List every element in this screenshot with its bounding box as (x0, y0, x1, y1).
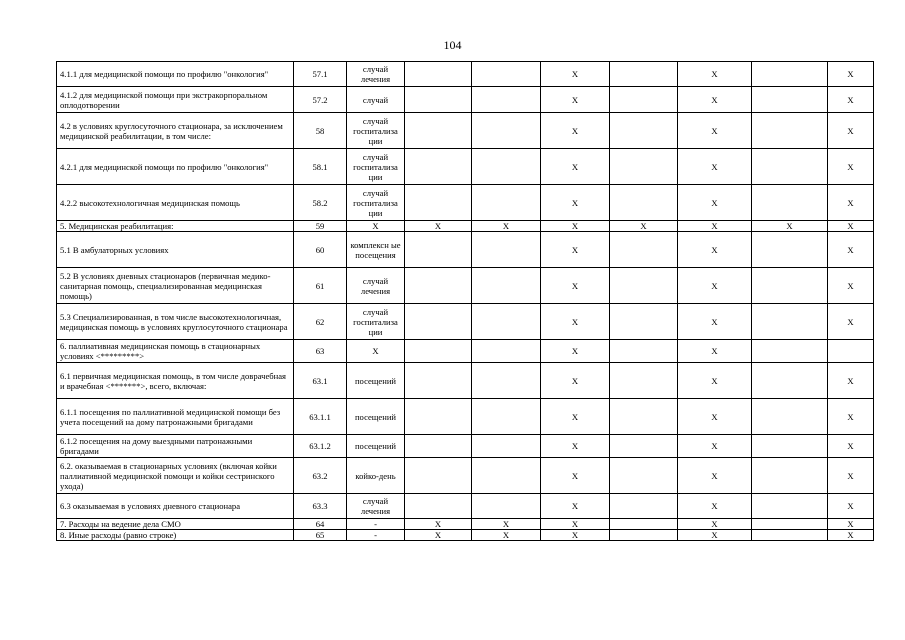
value-cell (472, 62, 541, 87)
value-cell (405, 304, 472, 340)
value-cell (752, 494, 828, 519)
value-cell: X (541, 113, 610, 149)
value-cell (752, 87, 828, 113)
value-cell (752, 363, 828, 399)
table-row (57, 113, 874, 149)
value-cell (472, 435, 541, 458)
value-cell: X (752, 221, 828, 232)
value-cell: X (828, 268, 874, 304)
value-cell (472, 304, 541, 340)
value-cell (472, 363, 541, 399)
value-cell (405, 87, 472, 113)
value-cell: X (678, 399, 752, 435)
value-cell: X (541, 494, 610, 519)
row-number-cell: 58.2 (294, 185, 347, 221)
table-row (57, 494, 874, 519)
row-name-cell: 6.3 оказываемая в условиях дневного стационара (57, 494, 294, 519)
value-cell (610, 268, 678, 304)
row-name-cell: 7. Расходы на ведение дела СМО (57, 519, 294, 530)
value-cell (752, 519, 828, 530)
value-cell (472, 185, 541, 221)
row-name-cell: 8. Иные расходы (равно строке) (57, 530, 294, 541)
value-cell: X (678, 530, 752, 541)
row-number-cell: 63.1.2 (294, 435, 347, 458)
value-cell: X (541, 304, 610, 340)
value-cell: X (678, 340, 752, 363)
value-cell: X (472, 519, 541, 530)
value-cell: X (828, 87, 874, 113)
value-cell: X (541, 62, 610, 87)
value-cell: X (828, 221, 874, 232)
value-cell (405, 149, 472, 185)
value-cell: X (828, 458, 874, 494)
value-cell: X (541, 87, 610, 113)
data-table (56, 61, 874, 541)
row-name-cell: 4.2 в условиях круглосуточного стационара, за исключением медицинской реабилитации, в том числе: (57, 113, 294, 149)
row-name-cell: 4.1.2 для медицинской помощи при экстракорпоральном оплодотворении (57, 87, 294, 113)
unit-cell: X (347, 221, 405, 232)
value-cell (405, 232, 472, 268)
table-row (57, 304, 874, 340)
table-row (57, 458, 874, 494)
unit-cell: случай госпитализа ции (347, 149, 405, 185)
value-cell (472, 458, 541, 494)
row-name-cell: 6.1.1 посещения по паллиативной медицинской помощи без учета посещений на дому патронажными бригадами (57, 399, 294, 435)
value-cell (752, 340, 828, 363)
row-number-cell: 65 (294, 530, 347, 541)
value-cell (752, 304, 828, 340)
row-number-cell: 58.1 (294, 149, 347, 185)
unit-cell: случай госпитализа ции (347, 113, 405, 149)
value-cell: X (541, 268, 610, 304)
value-cell: X (678, 87, 752, 113)
value-cell: X (828, 62, 874, 87)
value-cell: X (828, 494, 874, 519)
row-name-cell: 4.2.2 высокотехнологичная медицинская помощь (57, 185, 294, 221)
value-cell: X (678, 221, 752, 232)
value-cell (405, 113, 472, 149)
unit-cell: - (347, 519, 405, 530)
value-cell (752, 62, 828, 87)
table-row (57, 519, 874, 530)
value-cell: X (678, 185, 752, 221)
value-cell (610, 149, 678, 185)
row-name-cell: 6.1.2 посещения на дому выездными патронажными бригадами (57, 435, 294, 458)
value-cell (472, 268, 541, 304)
value-cell: X (678, 232, 752, 268)
table-row (57, 221, 874, 232)
value-cell: X (472, 530, 541, 541)
row-name-cell: 6.1 первичная медицинская помощь, в том числе доврачебная и врачебная <*******>, всего, включая: (57, 363, 294, 399)
value-cell: X (828, 399, 874, 435)
value-cell: X (828, 304, 874, 340)
value-cell: X (828, 435, 874, 458)
value-cell: X (678, 494, 752, 519)
value-cell (752, 399, 828, 435)
unit-cell: случай лечения (347, 268, 405, 304)
value-cell (752, 458, 828, 494)
row-number-cell: 63.1.1 (294, 399, 347, 435)
table-row (57, 87, 874, 113)
row-number-cell: 57.2 (294, 87, 347, 113)
value-cell: X (541, 363, 610, 399)
unit-cell: X (347, 340, 405, 363)
row-number-cell: 62 (294, 304, 347, 340)
unit-cell: случай госпитализа ции (347, 304, 405, 340)
value-cell (610, 519, 678, 530)
value-cell (472, 87, 541, 113)
table-row (57, 149, 874, 185)
value-cell (405, 363, 472, 399)
value-cell: X (541, 458, 610, 494)
value-cell (405, 340, 472, 363)
row-number-cell: 64 (294, 519, 347, 530)
value-cell (610, 304, 678, 340)
value-cell (610, 113, 678, 149)
row-number-cell: 63.1 (294, 363, 347, 399)
table-row (57, 435, 874, 458)
unit-cell: койко-день (347, 458, 405, 494)
value-cell (405, 435, 472, 458)
table-row (57, 399, 874, 435)
table-row (57, 363, 874, 399)
value-cell (405, 62, 472, 87)
value-cell (472, 113, 541, 149)
value-cell (610, 458, 678, 494)
row-name-cell: 5. Медицинская реабилитация: (57, 221, 294, 232)
value-cell: X (405, 221, 472, 232)
value-cell: X (678, 149, 752, 185)
row-number-cell: 63 (294, 340, 347, 363)
value-cell: X (828, 519, 874, 530)
value-cell (472, 340, 541, 363)
value-cell: X (541, 530, 610, 541)
value-cell (752, 435, 828, 458)
value-cell: X (541, 232, 610, 268)
value-cell: X (828, 185, 874, 221)
value-cell (610, 185, 678, 221)
value-cell: X (828, 149, 874, 185)
value-cell: X (678, 304, 752, 340)
unit-cell: случай (347, 87, 405, 113)
unit-cell: случай лечения (347, 62, 405, 87)
value-cell (405, 268, 472, 304)
value-cell: X (828, 530, 874, 541)
table-row (57, 340, 874, 363)
value-cell (472, 232, 541, 268)
value-cell: X (472, 221, 541, 232)
page-number: 104 (443, 38, 462, 52)
row-number-cell: 61 (294, 268, 347, 304)
row-number-cell: 63.3 (294, 494, 347, 519)
row-number-cell: 57.1 (294, 62, 347, 87)
value-cell: X (678, 435, 752, 458)
value-cell (610, 232, 678, 268)
value-cell: X (678, 268, 752, 304)
row-number-cell: 63.2 (294, 458, 347, 494)
row-name-cell: 5.2 В условиях дневных стационаров (первичная медико-санитарная помощь, специализированная медицинская помощь) (57, 268, 294, 304)
value-cell (828, 340, 874, 363)
value-cell: X (678, 519, 752, 530)
value-cell (610, 530, 678, 541)
value-cell (752, 149, 828, 185)
value-cell (752, 113, 828, 149)
value-cell (752, 232, 828, 268)
value-cell: X (610, 221, 678, 232)
value-cell: X (678, 363, 752, 399)
row-number-cell: 59 (294, 221, 347, 232)
value-cell: X (828, 113, 874, 149)
table-row (57, 232, 874, 268)
row-number-cell: 60 (294, 232, 347, 268)
value-cell (472, 494, 541, 519)
unit-cell: посещений (347, 363, 405, 399)
table-body (57, 62, 874, 541)
value-cell (610, 87, 678, 113)
row-name-cell: 4.1.1 для медицинской помощи по профилю "онкология" (57, 62, 294, 87)
value-cell: X (678, 62, 752, 87)
value-cell (472, 149, 541, 185)
table-row (57, 62, 874, 87)
unit-cell: посещений (347, 435, 405, 458)
value-cell (610, 435, 678, 458)
value-cell: X (828, 232, 874, 268)
value-cell (405, 494, 472, 519)
value-cell: X (678, 458, 752, 494)
value-cell: X (405, 519, 472, 530)
value-cell (752, 268, 828, 304)
row-name-cell: 6.2. оказываемая в стационарных условиях (включая койки паллиативной медицинской помощи и койки сестринского ухода) (57, 458, 294, 494)
row-number-cell: 58 (294, 113, 347, 149)
unit-cell: комплексн ые посещения (347, 232, 405, 268)
row-name-cell: 5.1 В амбулаторных условиях (57, 232, 294, 268)
table-row (57, 185, 874, 221)
unit-cell: случай госпитализа ции (347, 185, 405, 221)
value-cell: X (541, 185, 610, 221)
value-cell (610, 494, 678, 519)
table-row (57, 530, 874, 541)
value-cell: X (541, 399, 610, 435)
value-cell: X (405, 530, 472, 541)
value-cell (405, 399, 472, 435)
unit-cell: случай лечения (347, 494, 405, 519)
value-cell (472, 399, 541, 435)
row-name-cell: 4.2.1 для медицинской помощи по профилю "онкология" (57, 149, 294, 185)
value-cell (405, 185, 472, 221)
value-cell: X (541, 435, 610, 458)
value-cell (610, 62, 678, 87)
value-cell: X (828, 363, 874, 399)
unit-cell: - (347, 530, 405, 541)
value-cell (752, 185, 828, 221)
row-name-cell: 6. паллиативная медицинская помощь в стационарных условиях <*********> (57, 340, 294, 363)
value-cell (752, 530, 828, 541)
value-cell (610, 340, 678, 363)
value-cell (405, 458, 472, 494)
value-cell: X (541, 340, 610, 363)
value-cell: X (541, 221, 610, 232)
value-cell: X (678, 113, 752, 149)
value-cell (610, 399, 678, 435)
unit-cell: посещений (347, 399, 405, 435)
row-name-cell: 5.3 Специализированная, в том числе высокотехнологичная, медицинская помощь в условиях круглосуточного стационара (57, 304, 294, 340)
value-cell (610, 363, 678, 399)
value-cell: X (541, 519, 610, 530)
table-row (57, 268, 874, 304)
value-cell: X (541, 149, 610, 185)
